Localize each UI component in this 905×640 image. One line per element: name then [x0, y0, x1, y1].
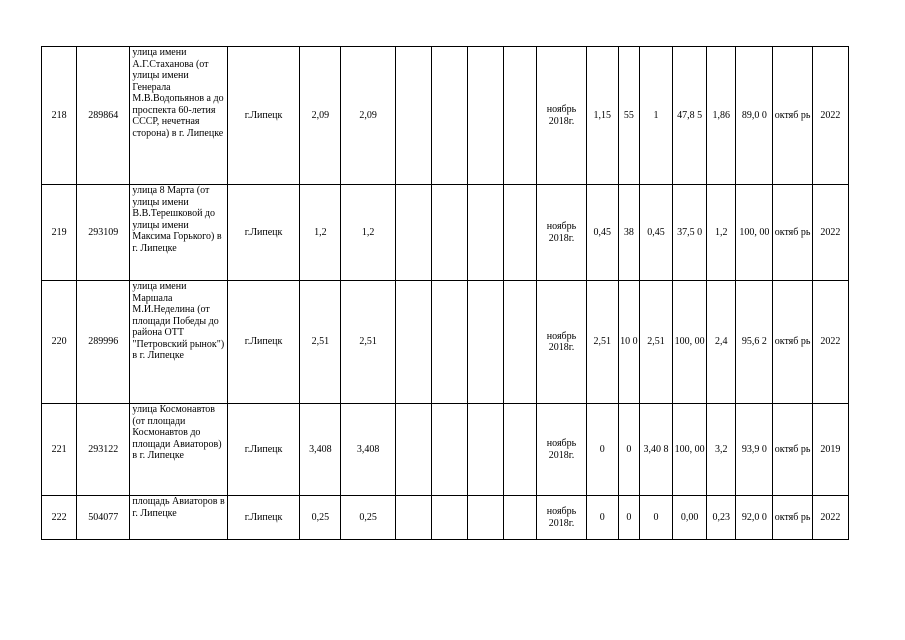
cell-length-regional: 2,09 — [341, 47, 395, 185]
cell-value: 1 — [639, 47, 672, 185]
cell-road-name: улица имени Маршала М.И.Неделина (от площади Победы до района ОТТ "Петровский рынок") в г. Липецке — [130, 281, 227, 404]
cell-empty — [431, 47, 467, 185]
cell-month: октяб рь — [773, 47, 812, 185]
cell-value: 89,0 0 — [736, 47, 773, 185]
cell-value: 93,9 0 — [736, 404, 773, 496]
cell-city: г.Липецк — [227, 47, 299, 185]
cell-value: 2,4 — [707, 281, 736, 404]
cell-value: 1,86 — [707, 47, 736, 185]
cell-value: 100, 00 — [673, 281, 707, 404]
cell-month: октяб рь — [773, 496, 812, 540]
cell-value: 0 — [586, 496, 618, 540]
cell-code: 504077 — [77, 496, 130, 540]
cell-value: 0 — [618, 496, 639, 540]
cell-value: 47,8 5 — [673, 47, 707, 185]
cell-date: ноябрь 2018г. — [537, 185, 586, 281]
cell-year: 2022 — [812, 496, 848, 540]
cell-value: 0 — [586, 404, 618, 496]
cell-value: 37,5 0 — [673, 185, 707, 281]
cell-value: 0 — [618, 404, 639, 496]
cell-value: 95,6 2 — [736, 281, 773, 404]
cell-value: 3,2 — [707, 404, 736, 496]
cell-length-total: 0,25 — [300, 496, 341, 540]
cell-length-total: 3,408 — [300, 404, 341, 496]
cell-value: 3,40 8 — [639, 404, 672, 496]
cell-year: 2022 — [812, 185, 848, 281]
cell-month: октяб рь — [773, 185, 812, 281]
cell-empty — [395, 47, 431, 185]
cell-empty — [395, 185, 431, 281]
cell-value: 1,15 — [586, 47, 618, 185]
cell-number: 221 — [42, 404, 77, 496]
cell-value: 1,2 — [707, 185, 736, 281]
cell-value: 38 — [618, 185, 639, 281]
cell-road-name: площадь Авиаторов в г. Липецке — [130, 496, 227, 540]
cell-value: 0,45 — [586, 185, 618, 281]
cell-value: 0,00 — [673, 496, 707, 540]
cell-empty — [395, 404, 431, 496]
cell-empty — [431, 404, 467, 496]
cell-value: 0 — [639, 496, 672, 540]
cell-empty — [468, 404, 504, 496]
cell-value: 100, 00 — [673, 404, 707, 496]
cell-code: 289864 — [77, 47, 130, 185]
cell-road-name: улица Космонавтов (от площади Космонавтов до площади Авиаторов) в г. Липецке — [130, 404, 227, 496]
cell-value: 0,23 — [707, 496, 736, 540]
cell-value: 2,51 — [586, 281, 618, 404]
cell-date: ноябрь 2018г. — [537, 404, 586, 496]
cell-empty — [468, 281, 504, 404]
cell-value: 55 — [618, 47, 639, 185]
cell-empty — [468, 47, 504, 185]
cell-value: 100, 00 — [736, 185, 773, 281]
cell-city: г.Липецк — [227, 185, 299, 281]
cell-month: октяб рь — [773, 281, 812, 404]
cell-length-total: 2,51 — [300, 281, 341, 404]
cell-number: 219 — [42, 185, 77, 281]
cell-length-total: 1,2 — [300, 185, 341, 281]
cell-number: 220 — [42, 281, 77, 404]
cell-empty — [431, 496, 467, 540]
cell-road-name: улица 8 Марта (от улицы имени В.В.Терешковой до улицы имени Максима Горького) в г. Липецке — [130, 185, 227, 281]
cell-value: 0,45 — [639, 185, 672, 281]
cell-value: 92,0 0 — [736, 496, 773, 540]
cell-empty — [504, 47, 537, 185]
cell-code: 293109 — [77, 185, 130, 281]
table-row — [42, 496, 849, 540]
roads-table — [41, 46, 849, 540]
cell-number: 218 — [42, 47, 77, 185]
cell-empty — [431, 185, 467, 281]
table-row — [42, 185, 849, 281]
cell-number: 222 — [42, 496, 77, 540]
cell-road-name: улица имени А.Г.Стаханова (от улицы имени Генерала М.В.Водопьянов а до проспекта 60-летия СССР, нечетная сторона) в г. Липецке — [130, 47, 227, 185]
cell-empty — [395, 496, 431, 540]
cell-length-total: 2,09 — [300, 47, 341, 185]
cell-date: ноябрь 2018г. — [537, 496, 586, 540]
cell-city: г.Липецк — [227, 404, 299, 496]
cell-value: 2,51 — [639, 281, 672, 404]
table-row — [42, 404, 849, 496]
cell-empty — [504, 185, 537, 281]
cell-year: 2022 — [812, 47, 848, 185]
cell-city: г.Липецк — [227, 281, 299, 404]
cell-empty — [395, 281, 431, 404]
table-row — [42, 281, 849, 404]
table-row — [42, 47, 849, 185]
cell-length-regional: 0,25 — [341, 496, 395, 540]
cell-city: г.Липецк — [227, 496, 299, 540]
cell-empty — [504, 404, 537, 496]
cell-date: ноябрь 2018г. — [537, 47, 586, 185]
cell-value: 10 0 — [618, 281, 639, 404]
cell-empty — [504, 496, 537, 540]
cell-length-regional: 2,51 — [341, 281, 395, 404]
cell-date: ноябрь 2018г. — [537, 281, 586, 404]
cell-month: октяб рь — [773, 404, 812, 496]
cell-empty — [468, 496, 504, 540]
cell-empty — [431, 281, 467, 404]
cell-code: 289996 — [77, 281, 130, 404]
cell-code: 293122 — [77, 404, 130, 496]
cell-year: 2019 — [812, 404, 848, 496]
cell-empty — [504, 281, 537, 404]
cell-empty — [468, 185, 504, 281]
cell-length-regional: 3,408 — [341, 404, 395, 496]
cell-length-regional: 1,2 — [341, 185, 395, 281]
cell-year: 2022 — [812, 281, 848, 404]
